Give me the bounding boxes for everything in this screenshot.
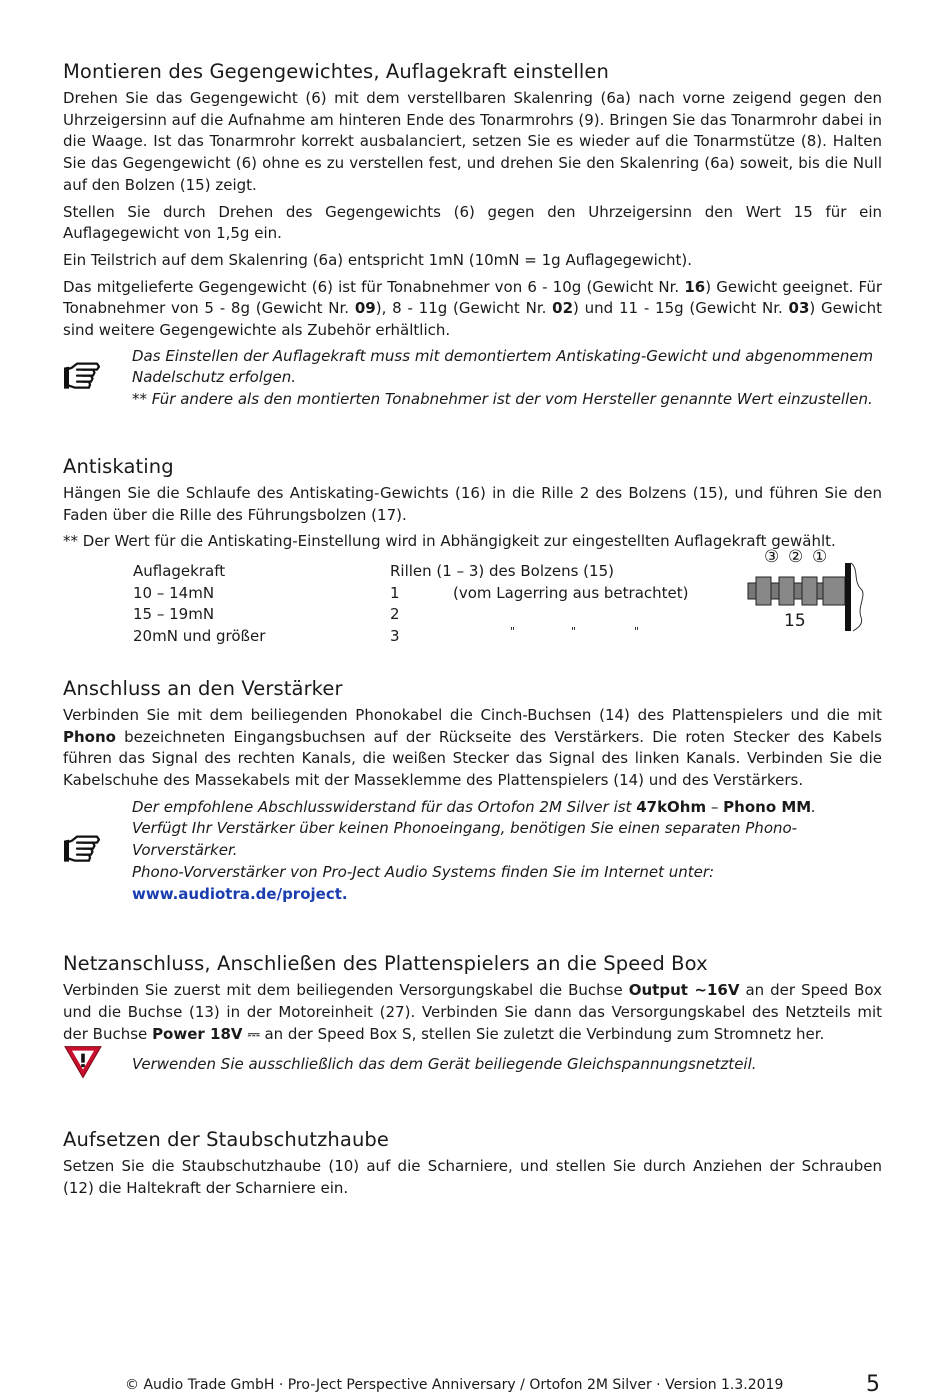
section-title: Antiskating <box>63 454 174 478</box>
groove-2-label: ② <box>788 546 804 567</box>
table-cell: 3 <box>390 627 400 646</box>
ditto-mark: " <box>571 624 577 638</box>
bolt-diagram <box>746 547 872 637</box>
warning-box: Verwenden Sie ausschließlich das dem Gerät beiliegende Gleichspannungsnetzteil. <box>63 1050 882 1080</box>
pointing-hand-icon <box>63 831 105 872</box>
note-box: Der empfohlene Abschlusswiderstand für das Ortofon 2M Silver ist 47kOhm – Phono MM. Verfügt Ihr Verstärker über keinen Phonoeingang, benötigen Sie einen separaten Phono-Vorverstärker. Phono-Vorverstärker von Pro-Ject Audio Systems finden Sie im Internet unter: www.audiotra.de/project. <box>63 797 882 906</box>
paragraph: Hängen Sie die Schlaufe des Antiskating-Gewichts (16) in die Rille 2 des Bolzens (15), und führen Sie den Faden über die Rille des Führungsbolzen (17). <box>63 483 882 524</box>
section-antiskating <box>63 455 882 647</box>
table-header: Auflagekraft <box>133 561 226 580</box>
section-title: Aufsetzen der Staubschutzhaube <box>63 1128 389 1152</box>
bolt-label: 15 <box>784 610 806 631</box>
bolt-drawing <box>746 547 872 637</box>
note-box: Das Einstellen der Auflagekraft muss mit demontiertem Antiskating-Gewicht und abgenommenem Nadelschutz erfolgen. ** Für andere als den montierten Tonabnehmer ist der vom Hersteller genannte Wert einzustellen. <box>63 346 882 411</box>
section-title: Anschluss an den Verstärker <box>63 676 343 700</box>
section-title: Montieren des Gegengewichtes, Auflagekraft einstellen <box>63 60 609 83</box>
table-cell: 20mN und größer <box>133 627 266 646</box>
section-counterweight <box>63 60 882 411</box>
footer-text: © Audio Trade GmbH · Pro-Ject Perspective Anniversary / Ortofon 2M Silver · Version 1.3.2019 <box>125 1377 784 1393</box>
section-dustcover <box>63 1128 882 1199</box>
table-cell: 2 <box>390 605 400 624</box>
warning-triangle-icon <box>63 1044 103 1087</box>
ditto-mark: " <box>510 624 516 638</box>
table-cell: 1 <box>390 583 400 602</box>
section-amplifier <box>63 677 882 905</box>
paragraph: ** Der Wert für die Antiskating-Einstellung wird in Abhängigkeit zur eingestellten Auflagekraft gewählt. <box>63 532 836 551</box>
antiskating-table <box>63 546 882 647</box>
table-cell: 10 – 14mN <box>133 583 215 602</box>
groove-3-label: ③ <box>764 546 780 567</box>
table-header: Rillen (1 – 3) des Bolzens (15) <box>390 561 614 580</box>
page-content <box>63 60 882 1238</box>
ditto-mark: " <box>634 624 640 638</box>
paragraph: Stellen Sie durch Drehen des Gegengewichts (6) gegen den Uhrzeigersinn den Wert 15 für ein Auflagegewicht von 1,5g ein. <box>63 202 882 243</box>
groove-1-label: ① <box>812 546 828 567</box>
paragraph: Ein Teilstrich auf dem Skalenring (6a) entspricht 1mN (10mN = 1g Auflagegewicht). <box>63 250 693 269</box>
table-cell: 15 – 19mN <box>133 605 215 624</box>
audiotra-link[interactable]: www.audiotra.de/project. <box>132 884 348 903</box>
paragraph: Verbinden Sie mit dem beiliegenden Phonokabel die Cinch-Buchsen (14) des Plattenspielers und die mit Phono bezeichneten Eingangsbuchsen auf der Rückseite des Verstärkers. Die roten Stecker des Kabels führen das Signal des rechten Kanals, die weißen Stecker das Signal des linken Kanals. Verbinden Sie die Kabelschuhe des Massekabels mit der Masseklemme des Plattenspielers (14) und des Verstärkers. <box>63 705 882 790</box>
table-cell: (vom Lagerring aus betrachtet) <box>453 583 689 602</box>
page-number: 5 <box>866 1372 880 1397</box>
paragraph: Verbinden Sie zuerst mit dem beiliegenden Versorgungskabel die Buchse Output ~16V an der Speed Box und die Buchse (13) in der Motoreinheit (27). Verbinden Sie dann das Versorgungskabel des Netzteils mit der Buchse Power 18V ⎓ an der Speed Box S, stellen Sie zuletzt die Verbindung zum Stromnetz her. <box>63 981 882 1043</box>
paragraph: Drehen Sie das Gegengewicht (6) mit dem verstellbaren Skalenring (6a) nach vorne zeigend gegen den Uhrzeigersinn auf die Aufnahme am hinteren Ende des Tonarmrohrs (9). Bringen Sie das Tonarmrohr dabei in die Waage. Ist das Tonarmrohr korrekt ausbalanciert, setzen Sie es wieder auf die Tonarmstütze (8). Halten Sie das Gegengewicht (6) ohne es zu verstellen fest, und drehen Sie den Skalenring (6a) soweit, bis die Null auf den Bolzen (15) zeigt. <box>63 89 882 194</box>
section-power <box>63 952 882 1080</box>
pointing-hand-icon <box>63 358 105 399</box>
paragraph: Setzen Sie die Staubschutzhaube (10) auf die Scharniere, und stellen Sie durch Anziehen der Schrauben (12) die Haltekraft der Scharniere ein. <box>63 1157 882 1197</box>
section-title: Netzanschluss, Anschließen des Plattenspielers an die Speed Box <box>63 952 708 976</box>
paragraph: Das mitgelieferte Gegengewicht (6) ist für Tonabnehmer von 6 - 10g (Gewicht Nr. 16) Gewicht geeignet. Für Tonabnehmer von 5 - 8g (Gewicht Nr. 09), 8 - 11g (Gewicht Nr. 02) und 11 - 15g (Gewicht Nr. 03) Gewicht sind weitere Gegengewichte als Zubehör erhältlich. <box>63 277 882 340</box>
